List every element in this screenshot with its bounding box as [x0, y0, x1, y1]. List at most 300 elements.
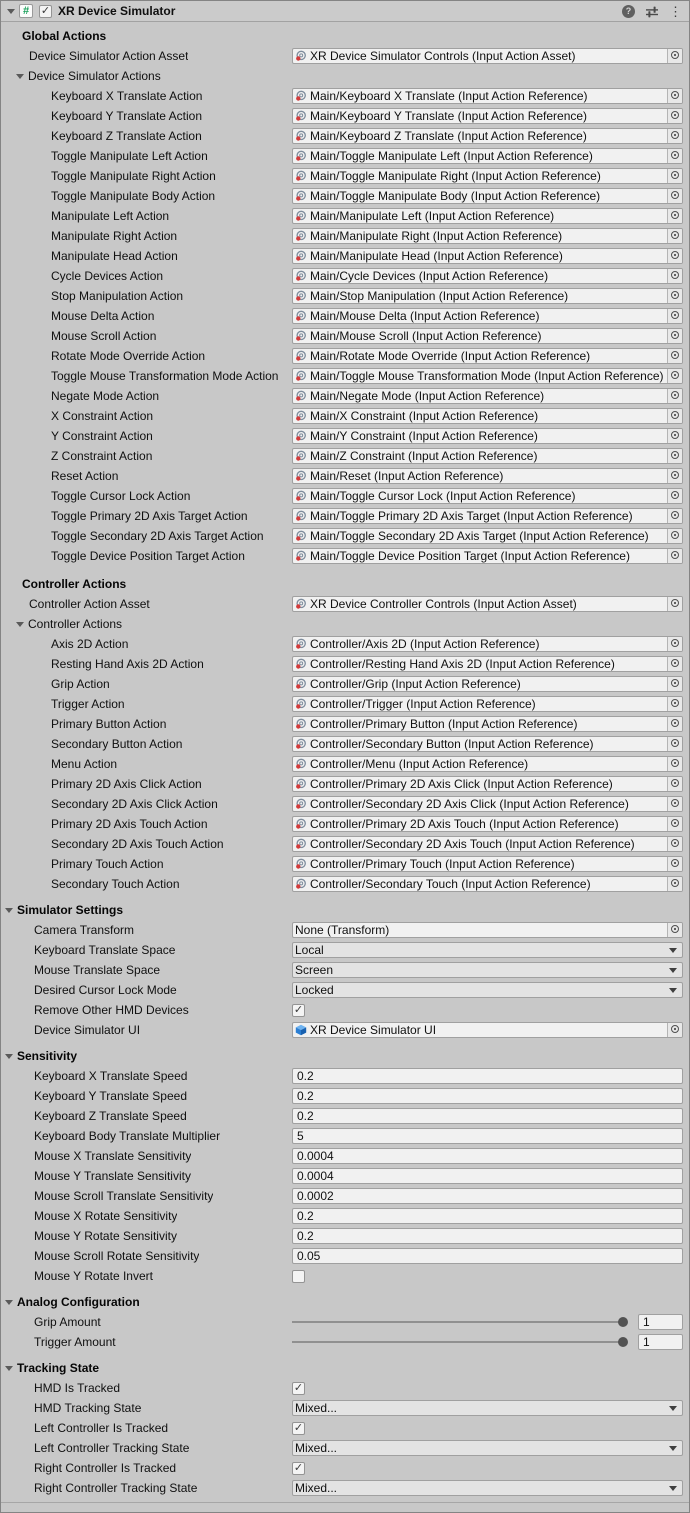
foldout-arrow-icon[interactable]	[7, 9, 15, 14]
object-field[interactable]	[292, 448, 683, 464]
field-column	[292, 756, 683, 772]
object-field[interactable]	[292, 528, 683, 544]
property-label: Keyboard X Translate Speed	[34, 1069, 188, 1083]
object-field-value: Main/Cycle Devices (Input Action Reference)	[310, 269, 549, 283]
target-icon	[670, 509, 680, 523]
input-action-icon	[295, 510, 307, 522]
inspector-body	[1, 22, 689, 1503]
number-input[interactable]	[292, 1248, 683, 1264]
property-label: Left Controller Is Tracked	[34, 1421, 169, 1435]
foldout-label[interactable]: Analog Configuration	[17, 1295, 140, 1309]
object-field[interactable]	[292, 168, 683, 184]
property-label: Keyboard Z Translate Action	[51, 129, 202, 143]
dropdown-field[interactable]	[292, 1480, 683, 1496]
row-mouse-translate-space	[1, 960, 689, 980]
row-sensitivity[interactable]	[1, 1046, 689, 1066]
property-label: Primary 2D Axis Click Action	[51, 777, 202, 791]
object-field[interactable]	[292, 328, 683, 344]
foldout-arrow-icon[interactable]	[5, 1300, 13, 1305]
property-label: Right Controller Is Tracked	[34, 1461, 177, 1475]
field-column	[292, 468, 683, 484]
dropdown-field[interactable]	[292, 942, 683, 958]
object-field[interactable]	[292, 836, 683, 852]
object-field[interactable]	[292, 48, 683, 64]
row-reset-action	[1, 466, 689, 486]
object-picker-button[interactable]	[667, 189, 682, 203]
slider[interactable]	[292, 1321, 624, 1323]
object-field[interactable]	[292, 228, 683, 244]
number-value: 0.2	[297, 1069, 314, 1083]
number-input[interactable]	[292, 1168, 683, 1184]
label-column	[1, 1246, 292, 1266]
object-picker-button[interactable]	[667, 923, 682, 937]
object-picker-button[interactable]	[667, 817, 682, 831]
object-picker-button[interactable]	[667, 697, 682, 711]
foldout-label[interactable]: Tracking State	[17, 1361, 100, 1375]
input-action-icon	[295, 758, 307, 770]
object-field[interactable]	[292, 248, 683, 264]
foldout-arrow-icon[interactable]	[16, 74, 24, 79]
object-field[interactable]	[292, 716, 683, 732]
object-picker-button[interactable]	[667, 169, 682, 183]
object-picker-button[interactable]	[667, 329, 682, 343]
object-picker-button[interactable]	[667, 1023, 682, 1037]
object-field[interactable]	[292, 876, 683, 892]
row-camera-transform	[1, 920, 689, 940]
object-picker-button[interactable]	[667, 549, 682, 563]
label-column	[1, 1186, 292, 1206]
number-value: 0.2	[297, 1089, 314, 1103]
row-secondary-touch-action	[1, 874, 689, 894]
target-icon	[670, 209, 680, 223]
object-field[interactable]	[292, 88, 683, 104]
target-icon	[670, 189, 680, 203]
object-field[interactable]	[292, 696, 683, 712]
property-label: Keyboard Y Translate Action	[51, 109, 202, 123]
object-field-value: XR Device Simulator UI	[310, 1023, 437, 1037]
row-analog-configuration[interactable]	[1, 1292, 689, 1312]
foldout-label[interactable]: Simulator Settings	[17, 903, 124, 917]
input-action-icon	[295, 798, 307, 810]
foldout-arrow-icon[interactable]	[5, 1366, 13, 1371]
object-field[interactable]	[292, 408, 683, 424]
object-field[interactable]	[292, 288, 683, 304]
label-column	[1, 226, 292, 246]
field-column	[292, 308, 683, 324]
component-enabled-checkbox[interactable]: ✓	[40, 4, 51, 17]
field-column	[292, 1334, 683, 1350]
object-picker-button[interactable]	[667, 469, 682, 483]
row-primary-touch-action	[1, 854, 689, 874]
field-column	[292, 1022, 683, 1038]
property-label: Toggle Primary 2D Axis Target Action	[51, 509, 248, 523]
label-column	[1, 814, 292, 834]
prefab-icon	[295, 1024, 307, 1036]
object-picker-button[interactable]	[667, 837, 682, 851]
number-value: 0.0004	[297, 1169, 334, 1183]
object-field[interactable]	[292, 108, 683, 124]
field-column	[292, 736, 683, 752]
presets-icon[interactable]	[645, 5, 659, 18]
object-field[interactable]	[292, 148, 683, 164]
label-column	[1, 1146, 292, 1166]
object-picker-button[interactable]	[667, 49, 682, 63]
field-column	[292, 776, 683, 792]
label-column	[1, 694, 292, 714]
object-field-value: Controller/Primary 2D Axis Touch (Input Action Reference)	[310, 817, 619, 831]
label-column	[1, 1166, 292, 1186]
target-icon	[670, 249, 680, 263]
object-picker-button[interactable]	[667, 89, 682, 103]
target-icon	[670, 817, 680, 831]
property-label: Primary 2D Axis Touch Action	[51, 817, 208, 831]
row-negate-mode-action	[1, 386, 689, 406]
field-column	[292, 856, 683, 872]
label-column	[1, 1226, 292, 1246]
property-label: Trigger Amount	[34, 1335, 116, 1349]
input-action-icon	[295, 818, 307, 830]
input-action-icon	[295, 350, 307, 362]
object-field[interactable]	[292, 856, 683, 872]
row-controller-actions[interactable]	[1, 614, 689, 634]
object-field-value: Controller/Primary 2D Axis Click (Input Action Reference)	[310, 777, 613, 791]
object-picker-button[interactable]	[667, 797, 682, 811]
label-column	[1, 1292, 292, 1312]
field-column	[292, 328, 683, 344]
label-column	[1, 774, 292, 794]
label-column	[1, 900, 292, 920]
checkbox[interactable]: ✓	[293, 1381, 304, 1394]
object-picker-button[interactable]	[667, 229, 682, 243]
target-icon	[670, 1023, 680, 1037]
field-column	[292, 922, 683, 938]
row-device-simulator-actions[interactable]	[1, 66, 689, 86]
foldout-arrow-icon[interactable]	[5, 1054, 13, 1059]
object-field[interactable]	[292, 636, 683, 652]
row-left-controller-tracking-state	[1, 1438, 689, 1458]
object-picker-button[interactable]	[667, 637, 682, 651]
chevron-down-icon	[669, 968, 677, 973]
row-secondary-button-action	[1, 734, 689, 754]
property-label: Stop Manipulation Action	[51, 289, 184, 303]
kebab-menu-icon[interactable]: ⋮	[669, 3, 682, 19]
label-column	[1, 186, 292, 206]
object-field[interactable]	[292, 756, 683, 772]
row-keyboard-z-translate-speed	[1, 1106, 689, 1126]
object-field-value: Controller/Grip (Input Action Reference)	[310, 677, 521, 691]
object-field[interactable]	[292, 656, 683, 672]
number-value: 5	[297, 1129, 304, 1143]
property-label: Desired Cursor Lock Mode	[34, 983, 177, 997]
field-column	[292, 448, 683, 464]
field-column	[292, 488, 683, 504]
row-primary-2d-axis-touch-action	[1, 814, 689, 834]
row-grip-amount	[1, 1312, 689, 1332]
field-column	[292, 1400, 683, 1416]
object-picker-button[interactable]	[667, 657, 682, 671]
row-device-simulator-ui	[1, 1020, 689, 1040]
object-picker-button[interactable]	[667, 369, 682, 383]
field-column	[292, 88, 683, 104]
target-icon	[670, 697, 680, 711]
input-action-icon	[295, 110, 307, 122]
object-picker-button[interactable]	[667, 289, 682, 303]
object-picker-button[interactable]	[667, 269, 682, 283]
row-left-controller-is-tracked	[1, 1418, 689, 1438]
row-tracking-state[interactable]	[1, 1358, 689, 1378]
label-column	[1, 1126, 292, 1146]
object-field-value: Main/Keyboard X Translate (Input Action Reference)	[310, 89, 588, 103]
object-picker-button[interactable]	[667, 249, 682, 263]
object-picker-button[interactable]	[667, 449, 682, 463]
dropdown-field[interactable]	[292, 982, 683, 998]
input-action-icon	[295, 878, 307, 890]
label-column	[1, 266, 292, 286]
target-icon	[670, 49, 680, 63]
object-picker-button[interactable]	[667, 349, 682, 363]
label-column	[1, 980, 292, 1000]
target-icon	[670, 677, 680, 691]
label-column	[1, 286, 292, 306]
row-keyboard-z-translate-action	[1, 126, 689, 146]
label-column	[1, 386, 292, 406]
label-column	[1, 26, 292, 46]
input-action-icon	[295, 330, 307, 342]
label-column	[1, 66, 292, 86]
object-field[interactable]	[292, 1022, 683, 1038]
object-picker-button[interactable]	[667, 509, 682, 523]
number-input[interactable]	[292, 1228, 683, 1244]
number-input[interactable]	[292, 1108, 683, 1124]
foldout-label[interactable]: Sensitivity	[17, 1049, 78, 1063]
row-mouse-x-translate-sensitivity	[1, 1146, 689, 1166]
object-field[interactable]	[292, 922, 683, 938]
field-column	[292, 836, 683, 852]
object-field[interactable]	[292, 596, 683, 612]
field-column	[292, 676, 683, 692]
object-field-value: Main/Toggle Primary 2D Axis Target (Input Action Reference)	[310, 509, 633, 523]
object-field[interactable]	[292, 188, 683, 204]
component-header[interactable]	[1, 1, 689, 22]
foldout-arrow-icon[interactable]	[16, 622, 24, 627]
object-picker-button[interactable]	[667, 677, 682, 691]
object-field[interactable]	[292, 548, 683, 564]
input-action-icon	[295, 430, 307, 442]
object-field[interactable]	[292, 388, 683, 404]
dropdown-field[interactable]	[292, 1440, 683, 1456]
object-picker-button[interactable]	[667, 109, 682, 123]
target-icon	[670, 269, 680, 283]
checkbox[interactable]: ✓	[293, 1461, 304, 1474]
checkbox[interactable]: ✓	[293, 1421, 304, 1434]
number-input[interactable]	[292, 1088, 683, 1104]
object-field[interactable]	[292, 488, 683, 504]
target-icon	[670, 349, 680, 363]
help-icon[interactable]: ?	[622, 5, 635, 18]
slider-handle[interactable]	[618, 1337, 628, 1347]
property-label: Left Controller Tracking State	[34, 1441, 190, 1455]
property-label: Mouse Y Rotate Invert	[34, 1269, 153, 1283]
label-column	[1, 920, 292, 940]
property-label: Cycle Devices Action	[51, 269, 164, 283]
slider-value-input[interactable]	[638, 1334, 683, 1350]
field-column	[292, 108, 683, 124]
row-mouse-scroll-rotate-sensitivity	[1, 1246, 689, 1266]
object-picker-button[interactable]	[667, 149, 682, 163]
label-column	[1, 146, 292, 166]
object-picker-button[interactable]	[667, 489, 682, 503]
object-picker-button[interactable]	[667, 429, 682, 443]
object-field-value: Main/Toggle Cursor Lock (Input Action Reference)	[310, 489, 576, 503]
input-action-icon	[295, 858, 307, 870]
target-icon	[670, 389, 680, 403]
row-device-simulator-action-asset	[1, 46, 689, 66]
property-label: Toggle Device Position Target Action	[51, 549, 245, 563]
slider-value: 1	[643, 1315, 650, 1329]
input-action-icon	[295, 490, 307, 502]
row-trigger-amount	[1, 1332, 689, 1352]
object-picker-button[interactable]	[667, 129, 682, 143]
target-icon	[670, 109, 680, 123]
row-mouse-scroll-action	[1, 326, 689, 346]
object-field[interactable]	[292, 208, 683, 224]
object-field-value: Main/Manipulate Right (Input Action Reference)	[310, 229, 563, 243]
number-input[interactable]	[292, 1128, 683, 1144]
object-picker-button[interactable]	[667, 529, 682, 543]
property-label: Toggle Secondary 2D Axis Target Action	[51, 529, 264, 543]
row-grip-action	[1, 674, 689, 694]
property-label: Resting Hand Axis 2D Action	[51, 657, 204, 671]
number-input[interactable]	[292, 1148, 683, 1164]
label-column	[1, 106, 292, 126]
object-field[interactable]	[292, 308, 683, 324]
object-picker-button[interactable]	[667, 309, 682, 323]
object-field-value: Controller/Secondary 2D Axis Touch (Input Action Reference)	[310, 837, 635, 851]
object-field-value: Main/Y Constraint (Input Action Reference)	[310, 429, 538, 443]
object-field[interactable]	[292, 508, 683, 524]
object-field-value: Main/Toggle Secondary 2D Axis Target (Input Action Reference)	[310, 529, 649, 543]
input-action-icon	[295, 170, 307, 182]
field-column	[292, 208, 683, 224]
target-icon	[670, 529, 680, 543]
number-input[interactable]	[292, 1188, 683, 1204]
property-label: Keyboard Body Translate Multiplier	[34, 1129, 221, 1143]
object-picker-button[interactable]	[667, 209, 682, 223]
foldout-arrow-icon[interactable]	[5, 908, 13, 913]
slider-value-input[interactable]	[638, 1314, 683, 1330]
object-field[interactable]	[292, 348, 683, 364]
object-field-value: Controller/Secondary Button (Input Action Reference)	[310, 737, 594, 751]
property-label: Primary Button Action	[51, 717, 167, 731]
foldout-label[interactable]: Controller Actions	[28, 617, 123, 631]
row-menu-action	[1, 754, 689, 774]
checkbox[interactable]	[292, 1270, 305, 1283]
object-field[interactable]	[292, 776, 683, 792]
object-field[interactable]	[292, 796, 683, 812]
dropdown-field[interactable]	[292, 962, 683, 978]
number-input[interactable]	[292, 1208, 683, 1224]
row-keyboard-x-translate-speed	[1, 1066, 689, 1086]
row-simulator-settings[interactable]	[1, 900, 689, 920]
object-field-value: Main/Toggle Manipulate Left (Input Action Reference)	[310, 149, 593, 163]
object-field[interactable]	[292, 816, 683, 832]
row-hmd-tracking-state	[1, 1398, 689, 1418]
label-column	[1, 714, 292, 734]
target-icon	[670, 717, 680, 731]
object-picker-button[interactable]	[667, 757, 682, 771]
chevron-down-icon	[669, 948, 677, 953]
label-column	[1, 546, 292, 566]
object-field-value: Controller/Primary Touch (Input Action Reference)	[310, 857, 575, 871]
label-column	[1, 794, 292, 814]
object-field-value: Controller/Primary Button (Input Action Reference)	[310, 717, 578, 731]
field-column	[292, 1248, 683, 1264]
object-picker-button[interactable]	[667, 777, 682, 791]
target-icon	[670, 657, 680, 671]
field-column	[292, 388, 683, 404]
field-column	[292, 1420, 683, 1436]
input-action-icon	[295, 550, 307, 562]
object-field[interactable]	[292, 736, 683, 752]
field-column	[292, 1480, 683, 1496]
field-column	[292, 428, 683, 444]
object-picker-button[interactable]	[667, 597, 682, 611]
row-manipulate-head-action	[1, 246, 689, 266]
object-field[interactable]	[292, 676, 683, 692]
dropdown-field[interactable]	[292, 1400, 683, 1416]
row-global-actions	[1, 26, 689, 46]
label-column	[1, 1020, 292, 1040]
field-column	[292, 408, 683, 424]
object-picker-button[interactable]	[667, 877, 682, 891]
property-label: Mouse Y Translate Sensitivity	[34, 1169, 191, 1183]
object-field[interactable]	[292, 268, 683, 284]
object-field-value: Controller/Trigger (Input Action Reference)	[310, 697, 536, 711]
label-column	[1, 874, 292, 894]
target-icon	[670, 89, 680, 103]
object-picker-button[interactable]	[667, 389, 682, 403]
object-field[interactable]	[292, 368, 683, 384]
slider-handle[interactable]	[618, 1317, 628, 1327]
field-column	[292, 962, 683, 978]
object-picker-button[interactable]	[667, 857, 682, 871]
object-field-value: None (Transform)	[295, 923, 390, 937]
foldout-label[interactable]: Device Simulator Actions	[28, 69, 161, 83]
property-label: Menu Action	[51, 757, 118, 771]
number-input[interactable]	[292, 1068, 683, 1084]
object-field[interactable]	[292, 468, 683, 484]
object-field[interactable]	[292, 428, 683, 444]
row-toggle-device-position-target-action	[1, 546, 689, 566]
field-column	[292, 1208, 683, 1224]
slider[interactable]	[292, 1341, 624, 1343]
property-label: Axis 2D Action	[51, 637, 129, 651]
object-picker-button[interactable]	[667, 717, 682, 731]
property-label: Y Constraint Action	[51, 429, 153, 443]
target-icon	[670, 637, 680, 651]
input-action-icon	[295, 250, 307, 262]
row-manipulate-right-action	[1, 226, 689, 246]
field-column	[292, 716, 683, 732]
field-column	[292, 596, 683, 612]
input-action-icon	[295, 450, 307, 462]
checkbox[interactable]: ✓	[293, 1003, 304, 1016]
label-column	[1, 406, 292, 426]
object-picker-button[interactable]	[667, 737, 682, 751]
object-picker-button[interactable]	[667, 409, 682, 423]
object-field[interactable]	[292, 128, 683, 144]
label-column	[1, 426, 292, 446]
